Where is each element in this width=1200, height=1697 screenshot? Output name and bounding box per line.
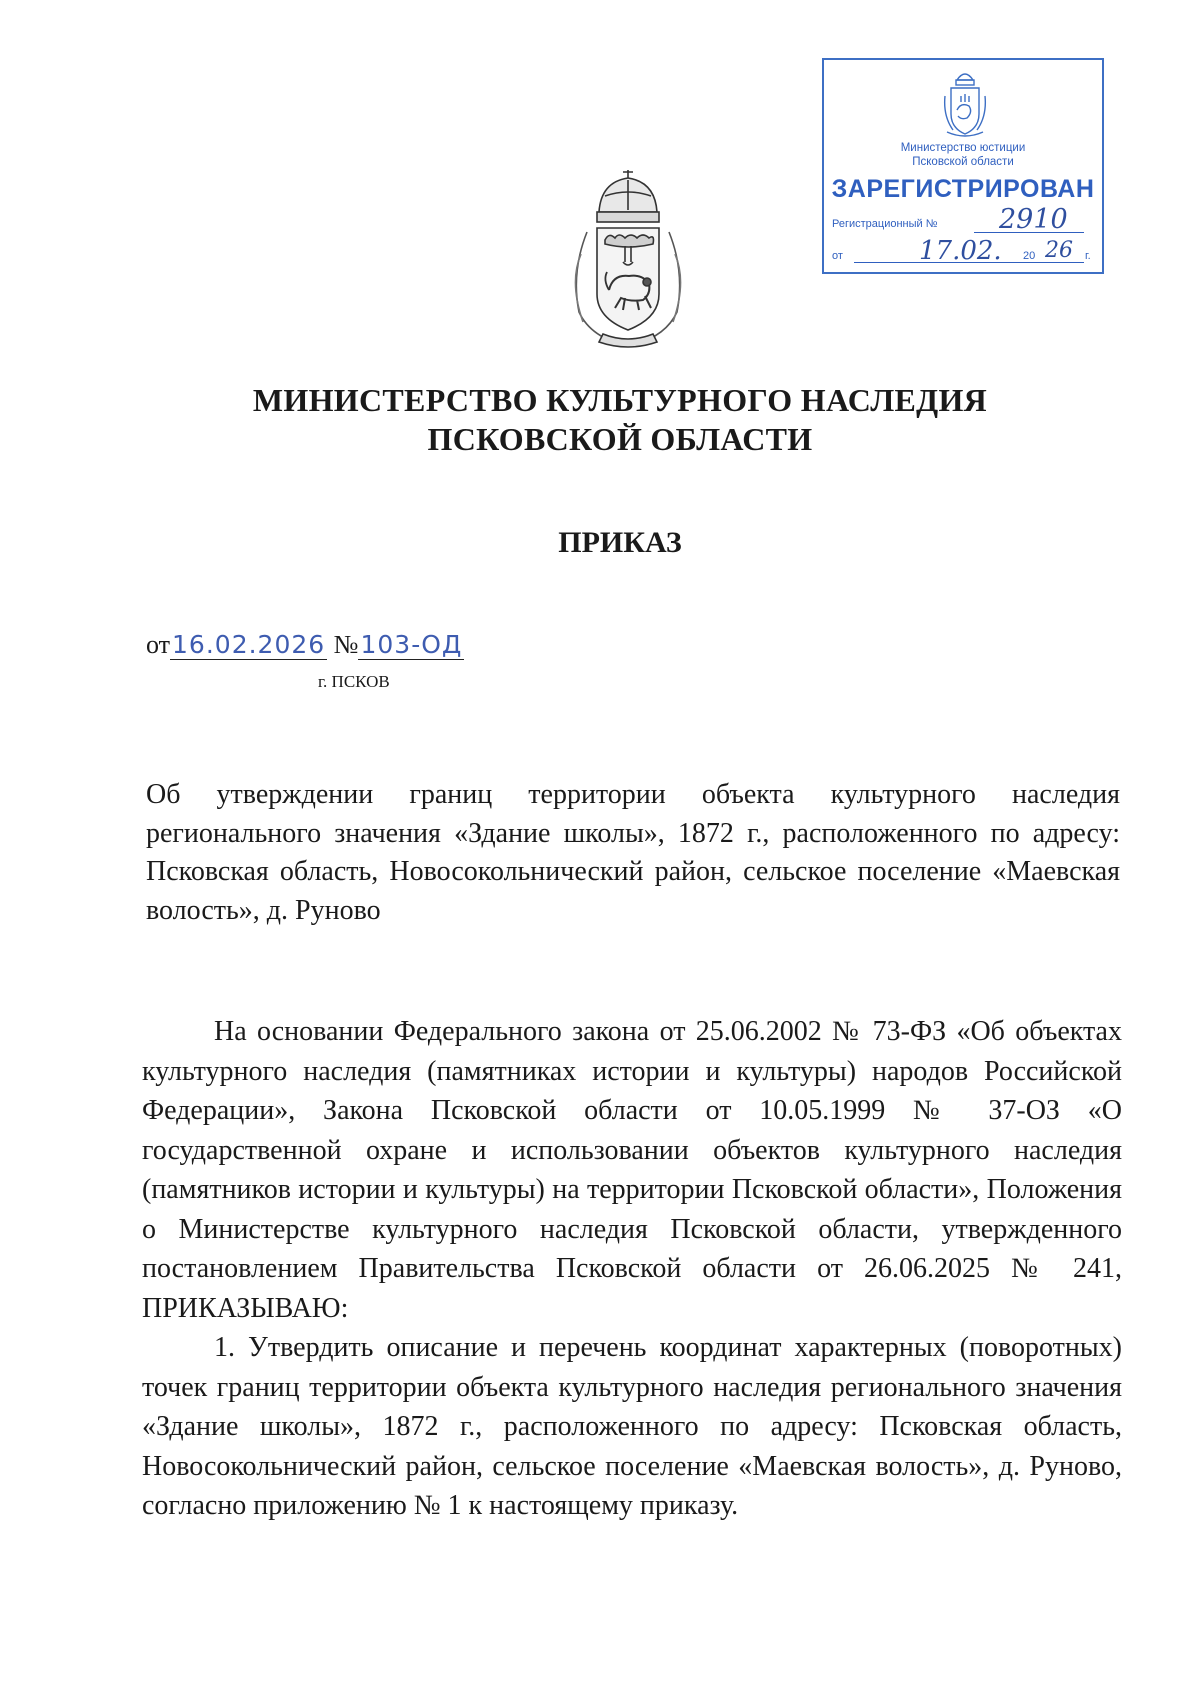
stamp-year-suffix: г. (1085, 250, 1091, 262)
stamp-year-value: 26 (1045, 238, 1073, 263)
stamp-status: ЗАРЕГИСТРИРОВАН (831, 175, 1095, 203)
stamp-year-prefix: 20 (1023, 250, 1036, 262)
registration-stamp (822, 58, 1104, 274)
coat-of-arms-icon (565, 162, 691, 352)
document-type: ПРИКАЗ (558, 526, 682, 559)
order-date-prefix: от (146, 630, 171, 659)
stamp-ministry-line2: Псковской области (912, 156, 1014, 168)
document-title: Об утверждении границ территории объекта культурного наследия регионального значения «Здание школы», 1872 г., расположенного по адресу: Псковская область, Новосокольнический район, сельское поселение «Маевская волость», д. Руново (146, 779, 1120, 926)
body-paragraph-2: 1. Утвердить описание и перечень координат характерных (поворотных) точек границ территории объекта культурного наследия регионального значения «Здание школы», 1872 г., расположенного по адресу: Псковская область, Новосокольнический район, сельское поселение «Маевская волость», д. Руново, согласно приложению № 1 к настоящему приказу. (142, 1332, 1122, 1521)
body-paragraph-1: На основании Федерального закона от 25.06.2002 № 73-ФЗ «Об объектах культурного наследия (памятниках истории и культуры) народов Российской Федерации», Закона Псковской области от 10.05.1999 № 37-ОЗ «О государственной охране и использовании объектов культурного наследия (памятников истории и культуры) на территории Псковской области», Положения о Министерстве культурного наследия Псковской области, утвержденного постановлением Правительства Псковской области от 26.06.2025 № 241, ПРИКАЗЫВАЮ: (142, 1016, 1122, 1324)
stamp-reg-number: 2910 (999, 204, 1068, 235)
stamp-reg-number-label: Регистрационный № (832, 218, 938, 230)
stamp-date-value: 17.02. (919, 236, 1002, 266)
org-name-line2: ПСКОВСКОЙ ОБЛАСТИ (427, 421, 813, 457)
order-number-sign: № (333, 630, 359, 659)
stamp-ministry-line1: Министерство юстиции (900, 142, 1026, 154)
order-date-handwritten: 16.02.2026 (172, 630, 326, 659)
order-number-handwritten: 103-ОД (360, 630, 463, 659)
org-name-line1: МИНИСТЕРСТВО КУЛЬТУРНОГО НАСЛЕДИЯ (252, 382, 988, 418)
stamp-date-prefix: от (832, 250, 843, 262)
document-body (142, 1012, 1122, 1526)
order-city: г. ПСКОВ (318, 672, 390, 691)
stamp-emblem-icon (941, 66, 989, 142)
order-date-number (146, 630, 464, 660)
